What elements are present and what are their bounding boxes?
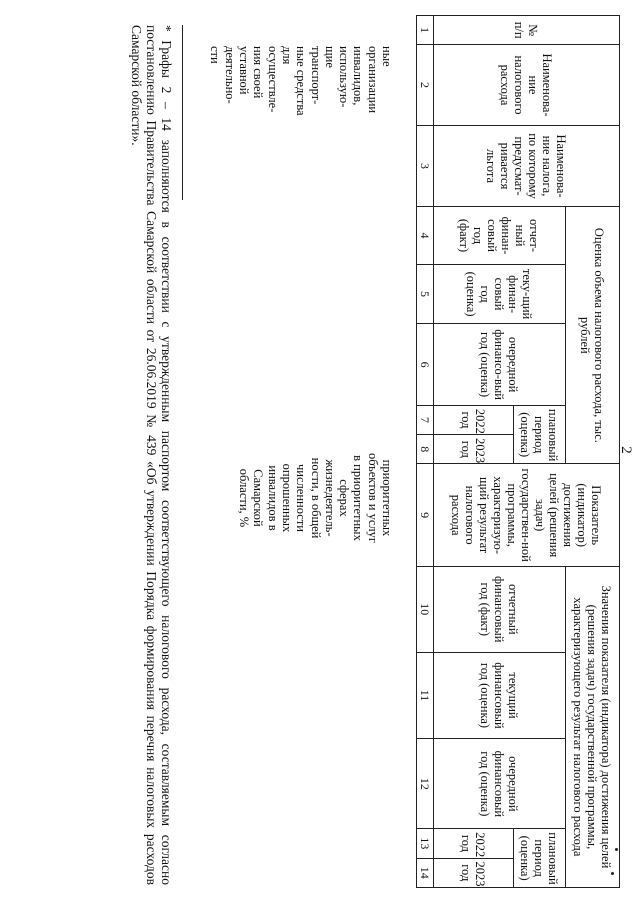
row-expense-name-continuation: ные организации инвалидов, использую-щие транспорт-ные средства для осуществле-ния своей уставной деятельно-сти (208, 46, 394, 116)
header-v-planning-period: плановый период (оценка) (514, 829, 566, 888)
header-tax-name: Наименова-ние налога, по которому предусмат-ривается льгота (434, 125, 620, 207)
column-number: 3 (417, 125, 434, 207)
header-next-year: очередной финансо-вый год (оценка) (434, 324, 566, 406)
column-number: 8 (417, 435, 434, 464)
header-values-group: Значения показателя (индикатора) достижения целей (решения задач) государственной программы, характеризующего результат налогового расхода (566, 566, 620, 887)
header-planning-period: плановый период (оценка) (514, 405, 566, 464)
column-number: 13 (417, 829, 434, 858)
footnote: * Графы 2 – 14 заполняются в соответствии с утвержденным паспортом соответствующего налогового расхода, составляемым согласно постановлению Правительства Самарской области от 26.06.2019 № 439 «Об утверждении Порядка формирования перечня налоговых расходов Самарской области». (129, 25, 174, 885)
column-number: 2 (417, 45, 434, 125)
footnote-divider (182, 25, 183, 200)
column-number: 7 (417, 405, 434, 434)
header-reporting-year: отчет-ный финан-совый год (факт) (434, 207, 566, 264)
column-number: 11 (417, 652, 434, 739)
page-number: 2 (618, 446, 634, 454)
column-number: 1 (417, 16, 434, 45)
row-indicator-continuation: приоритетных объектов и услуг в приоритетных сферах жизнедеятель-ности, в общей численности опрошенных инвалидов в Самарской области, % (237, 452, 394, 544)
column-number-row (417, 16, 434, 888)
header-v-year-2022: 2022 год (434, 829, 514, 858)
header-v-current-year: текущий финансовый год (оценка) (434, 652, 566, 739)
column-number: 6 (417, 324, 434, 406)
header-v-next-year: очередной финансовый год (оценка) (434, 739, 566, 829)
header-current-year: теку-щий финан-совый год (оценка) (434, 264, 566, 324)
scan-speck (615, 848, 618, 851)
header-indicator: Показатель (индикатор) достижения целей (решения задач) государствен-ной программы, характеризую-щий результат налогового расхода (434, 464, 620, 566)
header-no: № п/п (434, 16, 620, 45)
header-year-2022: 2022 год (434, 405, 514, 434)
header-volume-group: Оценка объема налогового расхода, тыс. рублей (566, 207, 620, 464)
column-number: 10 (417, 566, 434, 652)
tax-expense-table (416, 15, 620, 888)
column-number: 9 (417, 464, 434, 566)
header-v-reporting-year: отчетный финансовый год (факт) (434, 566, 566, 652)
header-expense-name: Наименова-ние налогового расхода (434, 45, 620, 125)
column-number: 12 (417, 739, 434, 829)
column-number: 5 (417, 264, 434, 324)
header-year-2023: 2023 год (434, 435, 514, 464)
header-v-year-2023: 2023 год (434, 858, 514, 887)
scan-speck (611, 872, 614, 875)
column-number: 4 (417, 207, 434, 264)
column-number: 14 (417, 858, 434, 887)
